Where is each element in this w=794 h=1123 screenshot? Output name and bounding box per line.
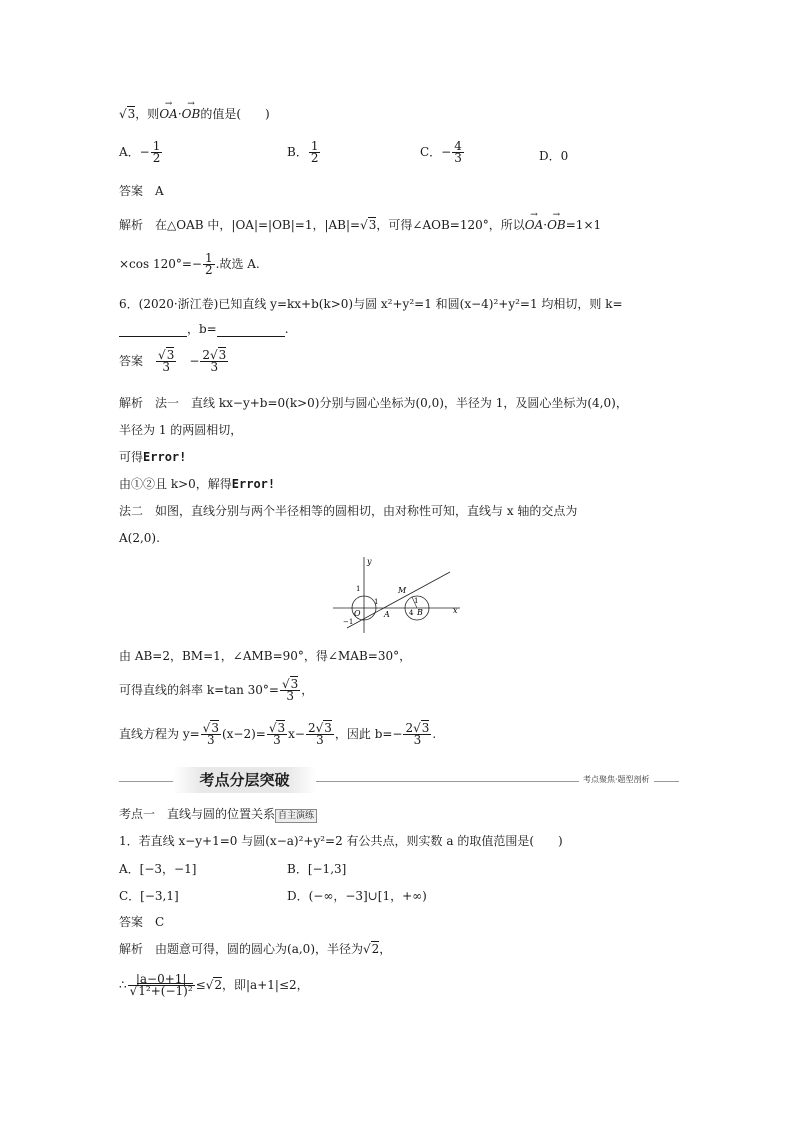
q5-stem: √3，则→ OA·→ OB的值是( ) <box>119 106 270 122</box>
q1-option-d: D．(−∞，−3]∪[1，+∞) <box>287 889 427 903</box>
fig-label-y: y <box>367 557 372 566</box>
q6-error1: Error! <box>143 450 187 464</box>
q6-error-line2 <box>119 476 275 492</box>
q6-eq-text3: x− <box>288 727 305 741</box>
q6-slope-text: 可得直线的斜率 k=tan 30°= <box>119 683 279 697</box>
q1-analysis-frac-den: 1²+(−1)² <box>138 984 193 998</box>
q6-error2-prefix: 由①②且 k>0，解得 <box>119 477 232 491</box>
q6-eq-frac2-num: 3 <box>277 721 286 735</box>
q6-eq-frac2-den: 3 <box>273 733 281 747</box>
q6-eq-frac1-num: 3 <box>211 721 219 735</box>
q1-analysis-sqrt2: 2 <box>214 978 223 992</box>
q5-option-a-label: A．− <box>119 145 150 159</box>
q5-analysis-sqrt: 3 <box>368 218 377 232</box>
fig-label-o: O <box>354 609 361 618</box>
q6-answer-k-num: 3 <box>166 348 175 362</box>
q6-method1-text1: 法一 直线 kx−y+b=0(k>0)分别与圆心坐标为(0,0)，半径为 1，及圆心坐标为(4,0)， <box>155 396 628 410</box>
q5-analysis-line2 <box>119 253 260 276</box>
q6-answer-b-num: 3 <box>218 348 227 362</box>
q6-answer-k-den: 3 <box>162 360 170 374</box>
fig-label-neg1: −1 <box>343 618 354 626</box>
q5-option-b-den: 2 <box>310 151 319 165</box>
q6-error2: Error! <box>231 477 276 491</box>
q6-eq-text1: 直线方程为 y= <box>119 727 200 741</box>
q6-line-slope: 可得直线的斜率 k=tan 30°= $\frac{√3}{3}$ ， <box>119 677 314 703</box>
q6-error1-prefix: 可得 <box>119 450 144 464</box>
q1-analysis-line1: 解析 由题意可得，圆的圆心为(a,0)，半径为√2， <box>119 942 392 956</box>
q6-answer: 答案 $\frac{√3}{3}$ − $\frac{2√3}{3}$ <box>119 348 227 374</box>
q6-eq-frac1: $\frac{√3}{3}$ <box>202 721 219 747</box>
section-title: 考点分层突破 <box>173 767 316 793</box>
q1-analysis-sqrt: 2 <box>371 942 380 956</box>
q5-analysis-text5: .故选 A. <box>215 257 260 271</box>
q6-slope-num: 3 <box>290 677 299 691</box>
q5-option-a-num: 1 <box>152 139 161 153</box>
q1-answer <box>119 914 164 930</box>
fig-label-4: 4 <box>409 609 414 617</box>
q6-method2-line1: 法二 如图，直线分别与两个半径相等的圆相切，由对称性可知，直线与 x 轴的交点为 <box>119 504 578 518</box>
q5-analysis-frac <box>203 253 215 276</box>
q5-option-b-frac <box>309 141 321 164</box>
q1-answer-value: C <box>155 915 165 929</box>
q5-analysis-line1: 解析 在△OAB 中，|OA|=|OB|=1，|AB|=√3，可得∠AOB=120°，所以→ OA·→ OB=1×1 <box>119 217 601 233</box>
q6-eq-frac3-num: 3 <box>324 721 332 735</box>
q1-analysis-frac: $\frac{|a-0+1|}{\text{√1²+(−1)²}}$ <box>129 972 193 998</box>
q6-eq-frac2: $\frac{√3}{3}$ <box>268 721 286 747</box>
q5-analysis-text3: =1×1 <box>565 218 602 232</box>
q6-eq-frac1-den: 3 <box>206 733 215 747</box>
q5-answer-label: 答案 <box>119 184 144 198</box>
q5-analysis-label: 解析 <box>119 218 144 232</box>
q6-stem-line1: 6．(2020·浙江卷)已知直线 y=kx+b(k>0)与圆 x²+y²=1 和圆(x−4)²+y²=1 均相切，则 k= <box>119 297 623 311</box>
q6-stem-text: ，b= <box>187 322 217 336</box>
q6-eq-frac3-den: 3 <box>316 733 324 747</box>
fig-label-1-r: 1 <box>414 597 419 605</box>
q5-analysis-frac-den: 2 <box>205 263 213 277</box>
q5-option-b <box>287 141 321 164</box>
q5-analysis-text4: ×cos 120°=− <box>119 257 202 271</box>
q6-blank-b <box>217 324 285 337</box>
q6-slope-frac: $\frac{√3}{3}$ <box>282 677 299 703</box>
q6-eq-frac4-den: 3 <box>413 733 422 747</box>
q5-analysis-frac-num: 1 <box>205 251 213 265</box>
q6-eq-frac4: $\frac{2√3}{3}$ <box>405 721 430 747</box>
q5-option-a-frac <box>151 141 163 164</box>
q6-slope-den: 3 <box>286 689 294 703</box>
q5-sqrt: 3 <box>127 107 136 121</box>
q6-error-line1 <box>119 449 186 465</box>
fig-label-m: M <box>398 586 407 595</box>
q1-option-c: C．[−3,1] <box>119 889 179 903</box>
q6-analysis-line1 <box>119 395 628 411</box>
fig-label-b: B <box>417 608 423 617</box>
q6-eq-text4: ，因此 b=− <box>334 727 403 741</box>
q6-analysis-label: 解析 <box>119 396 144 410</box>
q1-option-a: A．[−3，−1] <box>119 862 197 876</box>
q5-option-a <box>119 141 163 164</box>
q1-analysis-text1: 由题意可得，圆的圆心为(a,0)，半径为 <box>155 942 363 956</box>
q5-option-a-den: 2 <box>152 151 161 165</box>
q6-blank-k <box>119 324 187 337</box>
q5-option-c-label: C．− <box>420 145 452 159</box>
q6-stem-line2 <box>119 321 289 337</box>
q5-option-b-num: 1 <box>310 139 319 153</box>
q5-analysis-vector-ob: → OB <box>547 217 566 233</box>
q5-analysis-vector-oa: → OA <box>525 217 544 233</box>
topic-heading <box>119 806 317 823</box>
fig-label-1-x: 1 <box>374 598 379 606</box>
q6-line-equation: 直线方程为 y= $\frac{√3}{3}$ (x−2)= $\frac{√3}{3}$ x− $\frac{2√3}{3}$ ，因此 b=− $\frac{2√3}{3}$ . <box>119 721 437 747</box>
tangent-circles-figure <box>325 555 465 635</box>
q6-answer-b-den: 3 <box>210 360 219 374</box>
vector-oa: → OA <box>159 106 178 122</box>
q5-option-b-label: B． <box>287 145 308 159</box>
q5-option-c-frac <box>452 141 464 164</box>
q1-analysis-label: 解析 <box>119 942 144 956</box>
q5-option-c <box>420 141 465 164</box>
q1-analysis-tail: ，即|a+1|≤2， <box>222 978 309 992</box>
q6-answer-k: $\frac{√3}{3}$ <box>158 348 175 374</box>
q6-eq-frac4-num: 3 <box>421 721 430 735</box>
q6-answer-label: 答案 <box>119 354 144 368</box>
fig-label-x: x <box>453 606 458 615</box>
q5-analysis-text2: ，可得∠AOB=120°，所以 <box>376 218 525 232</box>
topic-tag: 自主演练 <box>275 809 317 823</box>
q6-eq-text2: (x−2)= <box>221 727 266 741</box>
q5-answer-value: A <box>155 184 164 198</box>
q6-analysis-line2: 半径为 1 的两圆相切， <box>119 423 243 437</box>
fig-label-1-y: 1 <box>356 585 361 593</box>
q1-answer-label: 答案 <box>119 915 144 929</box>
vector-ob: → OB <box>182 106 201 122</box>
q1-analysis-frac-num: |a−0+1| <box>128 974 195 986</box>
q5-option-d: D．0 <box>539 149 569 163</box>
q5-option-c-den: 3 <box>454 151 462 165</box>
q1-option-b: B．[−1,3] <box>287 862 347 876</box>
topic-label: 考点一 直线与圆的位置关系 <box>119 807 276 821</box>
q6-stem-end: . <box>284 322 289 336</box>
q6-line-ab: 由 AB=2，BM=1，∠AMB=90°，得∠MAB=30°， <box>119 649 412 663</box>
q5-analysis-text1: 在△OAB 中，|OA|=|OB|=1，|AB|= <box>155 218 361 232</box>
q6-method2-line2: A(2,0). <box>119 531 160 545</box>
section-subtitle: 考点聚焦·题型剖析 <box>579 774 654 785</box>
q6-eq-frac3: $\frac{2√3}{3}$ <box>307 721 332 747</box>
q6-answer-b: $\frac{2√3}{3}$ <box>202 348 227 374</box>
q5-option-c-num: 4 <box>454 139 462 153</box>
q5-answer <box>119 183 164 199</box>
q1-analysis-line2: ∴ $\frac{|a-0+1|}{\text{√1²+(−1)²}}$ ≤√2，即|a+1|≤2， <box>119 972 309 998</box>
fig-label-a: A <box>384 610 390 619</box>
q1-stem: 1．若直线 x−y+1=0 与圆(x−a)²+y²=2 有公共点，则实数 a 的取值范围是( ) <box>119 834 563 848</box>
